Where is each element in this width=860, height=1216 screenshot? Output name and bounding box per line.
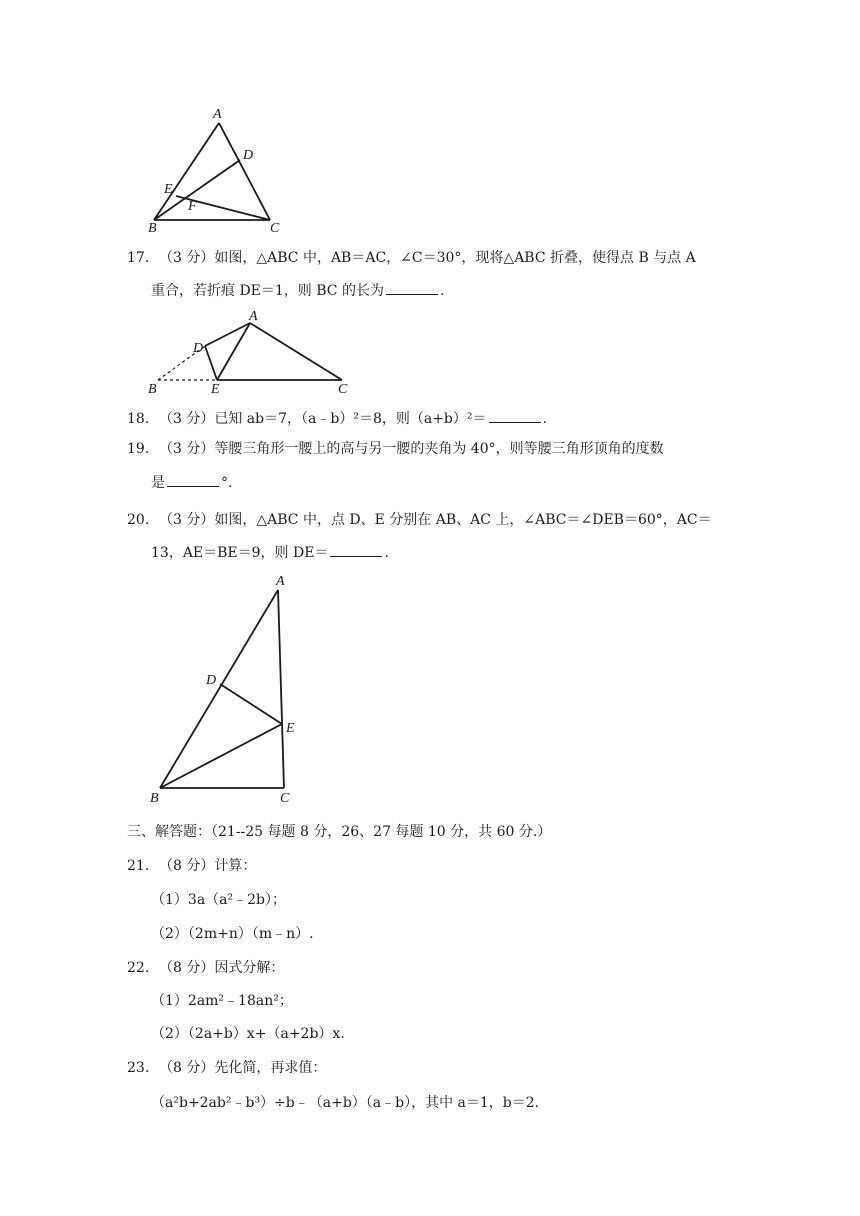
question-23-title — [127, 1058, 326, 1078]
question-18 — [127, 408, 547, 429]
question-text: （8 分）因式分解： — [159, 960, 285, 976]
fig17-label-E: E — [211, 382, 220, 397]
punctuation: °. — [221, 475, 233, 491]
question-number: 19. — [127, 441, 150, 457]
fig17-label-D: D — [193, 341, 204, 356]
question-22-part1: （1）2am²﹣18an²； — [151, 993, 293, 1009]
figure-q16-lines — [154, 123, 270, 220]
fig16-label-D: D — [243, 148, 254, 163]
question-number: 22. — [127, 960, 150, 976]
fig16-label-F: F — [188, 199, 197, 214]
question-21-part2: （2）（2m+n）（m﹣n）. — [151, 926, 314, 942]
question-17-line2 — [151, 280, 444, 301]
question-20-line2 — [151, 542, 389, 563]
fig17-label-A: A — [249, 309, 258, 324]
fig16-label-B: B — [148, 221, 157, 236]
question-text: 是 — [151, 475, 165, 491]
answer-blank[interactable] — [489, 408, 541, 423]
figure-q20-lines — [160, 590, 284, 788]
question-text: 13，AE＝BE＝9，则 DE＝ — [151, 545, 329, 561]
question-number: 17. — [127, 250, 150, 266]
punctuation: . — [439, 283, 445, 299]
section-heading: 三、解答题：（21--25 每题 8 分，26、27 每题 10 分，共 60 分.） — [127, 824, 552, 840]
fig20-label-B: B — [150, 791, 159, 806]
fig17-label-C: C — [338, 382, 348, 397]
question-number: 21. — [127, 858, 150, 874]
fig20-label-E: E — [286, 721, 295, 736]
question-23-expression: （a²b+2ab²﹣b³）÷b﹣（a+b）（a﹣b），其中 a＝1，b＝2. — [151, 1095, 540, 1111]
question-number: 20. — [127, 512, 150, 528]
question-20-line1 — [127, 510, 712, 530]
answer-blank[interactable] — [167, 472, 219, 487]
fig16-label-A: A — [213, 107, 222, 122]
question-22-part2: （2）（2a+b）x+（a+2b）x. — [151, 1026, 345, 1042]
question-text: （8 分）计算： — [159, 858, 257, 874]
question-19-line2 — [151, 472, 232, 493]
question-19-line1 — [127, 439, 664, 459]
question-text: （3 分）已知 ab＝7，（a﹣b）²＝8，则（a+b）²＝ — [159, 411, 487, 427]
question-number: 23. — [127, 1060, 150, 1076]
fig16-label-C: C — [270, 221, 280, 236]
question-text: 重合，若折痕 DE＝1，则 BC 的长为 — [151, 283, 384, 299]
fig16-label-E: E — [164, 182, 173, 197]
question-17-line1 — [127, 248, 696, 268]
question-text: （3 分）如图，△ABC 中，AB＝AC，∠C＝30°，现将△ABC 折叠，使得点 B 与点 A — [159, 250, 696, 266]
question-22-title — [127, 958, 284, 978]
punctuation: . — [384, 545, 389, 561]
question-text: （3 分）等腰三角形一腰上的高与另一腰的夹角为 40°，则等腰三角形顶角的度数 — [159, 441, 664, 457]
question-text: （8 分）先化简，再求值： — [159, 1060, 327, 1076]
fig17-label-B: B — [148, 382, 157, 397]
fig20-label-C: C — [280, 791, 290, 806]
question-21-part1: （1）3a（a²﹣2b）； — [151, 892, 286, 908]
fig20-label-A: A — [276, 574, 285, 589]
punctuation: . — [542, 411, 547, 427]
answer-blank[interactable] — [330, 542, 382, 557]
question-21-title — [127, 856, 256, 876]
answer-blank[interactable] — [386, 280, 438, 295]
question-number: 18. — [127, 411, 150, 427]
question-text: （3 分）如图，△ABC 中，点 D、E 分别在 AB、AC 上，∠ABC＝∠DEB＝60°，AC＝ — [159, 512, 712, 528]
fig20-label-D: D — [206, 673, 217, 688]
figure-q17-lines — [158, 323, 342, 380]
